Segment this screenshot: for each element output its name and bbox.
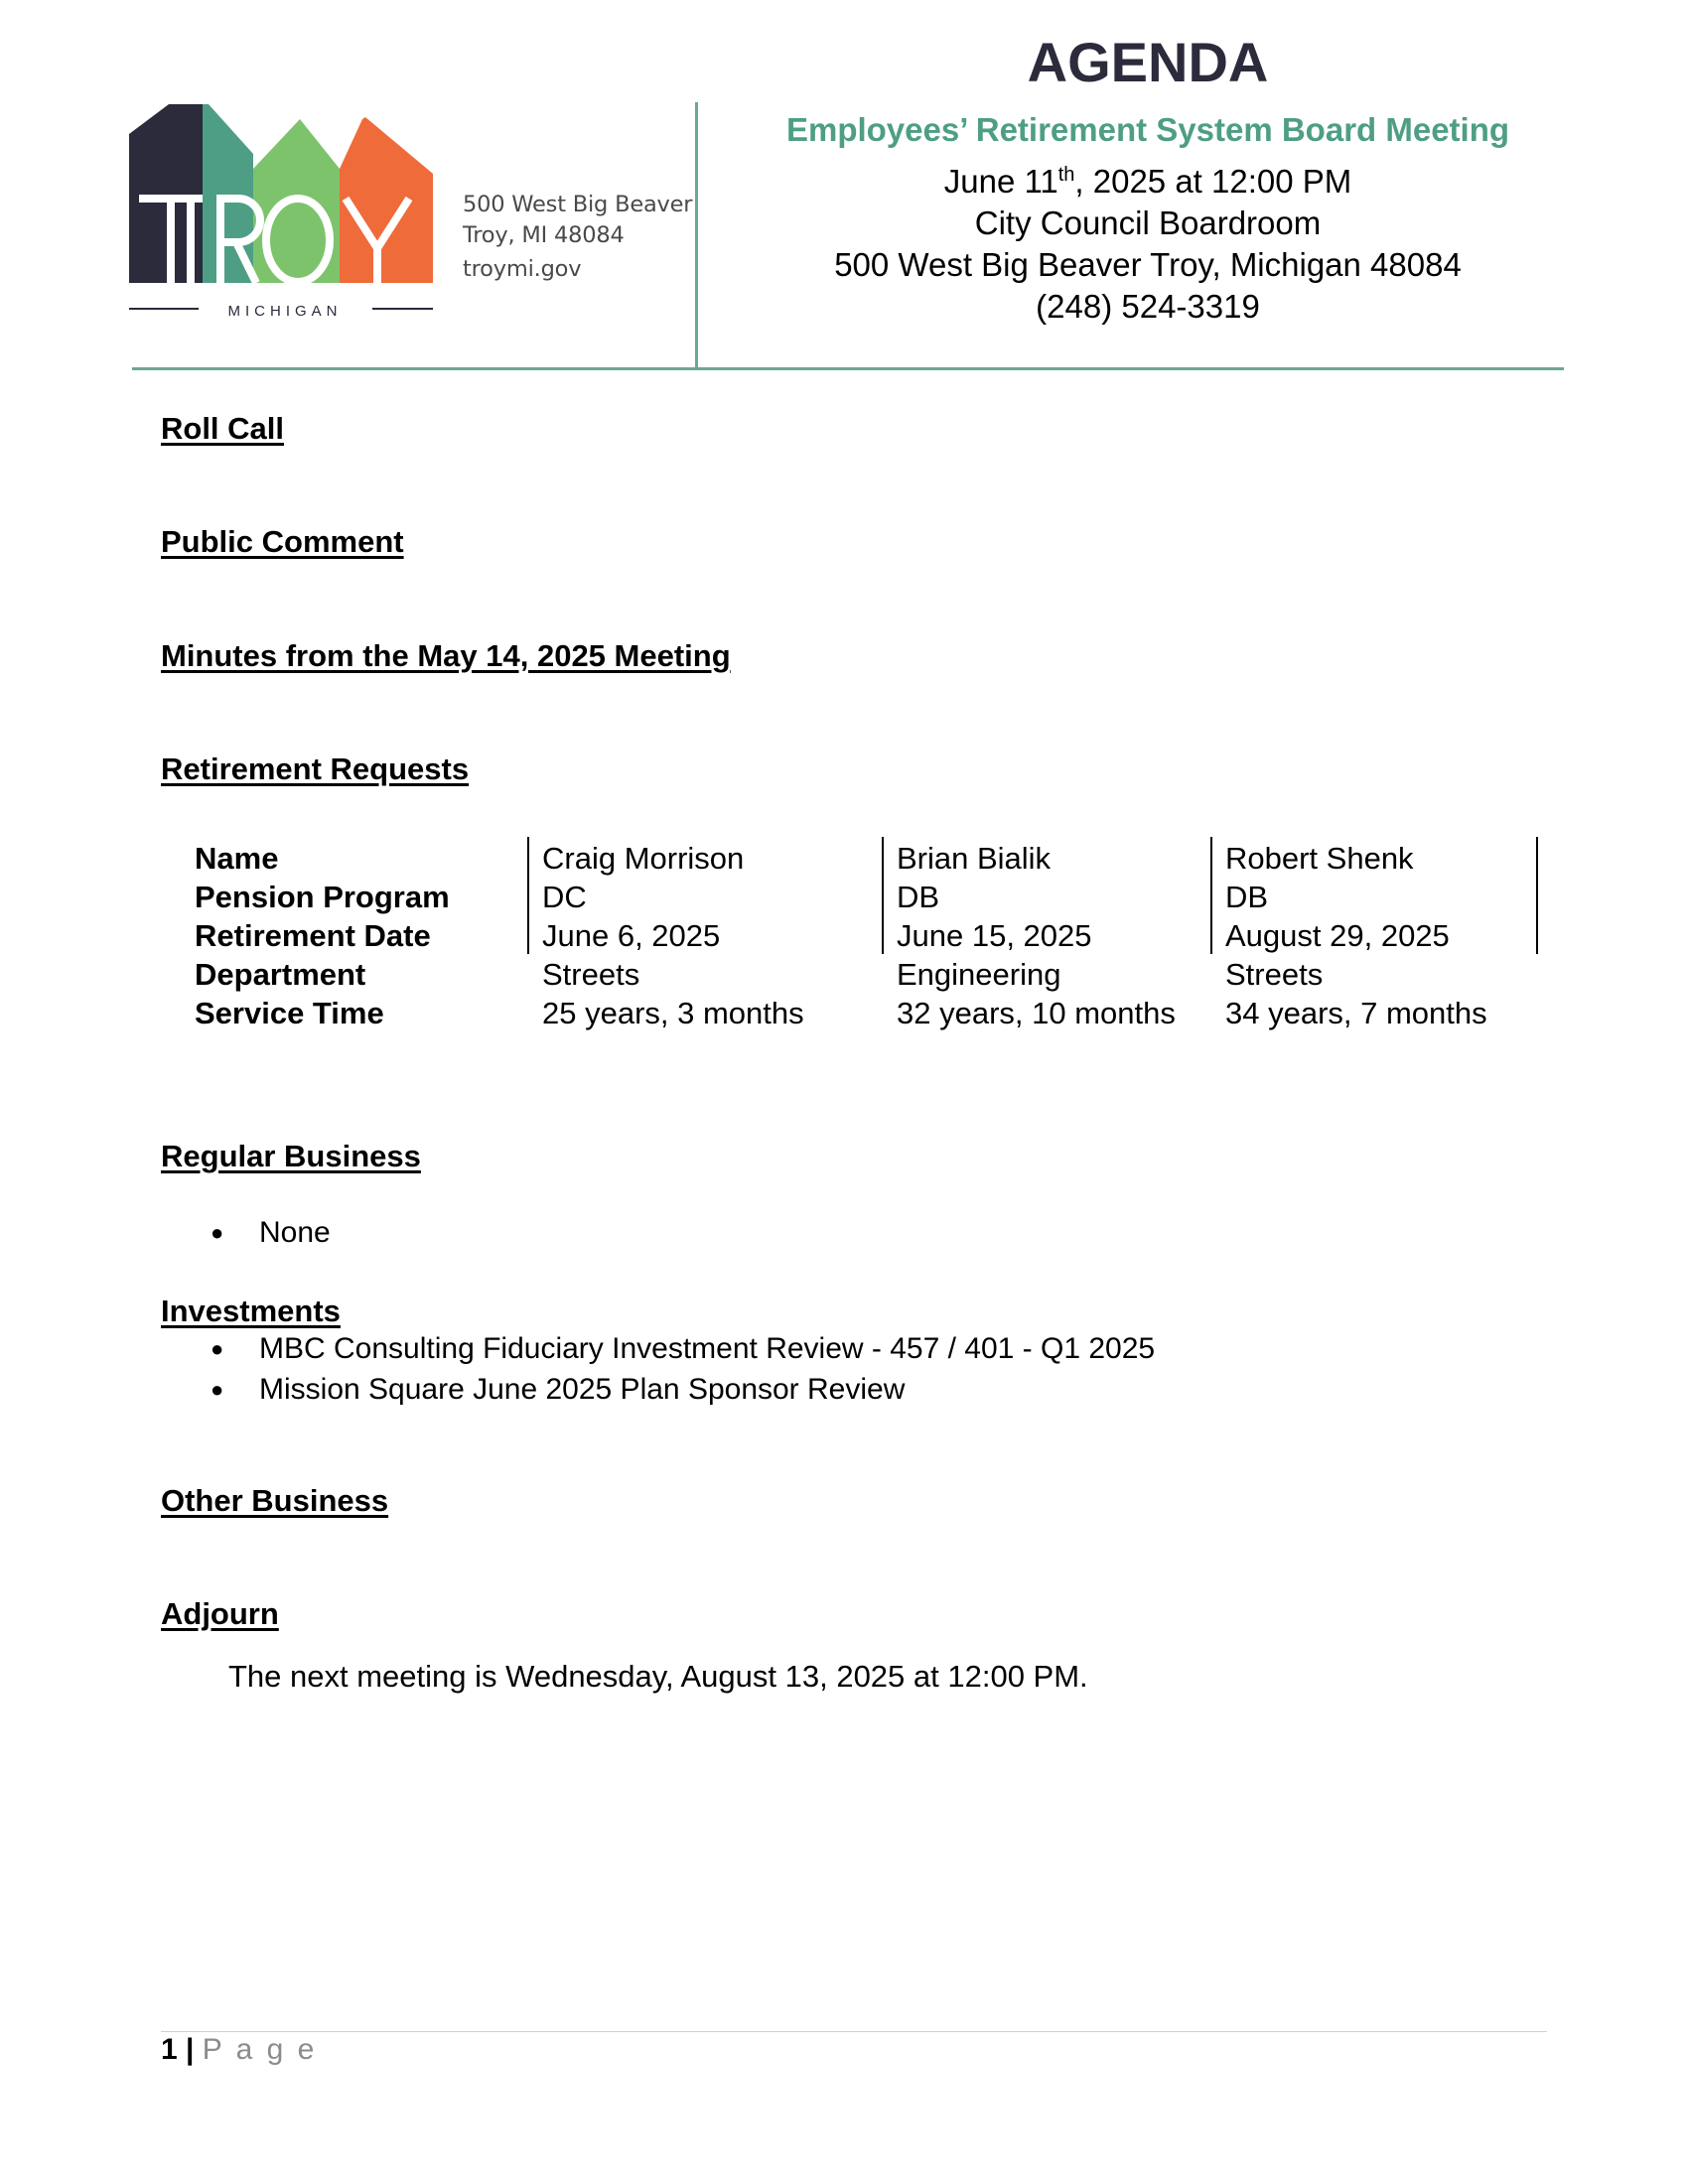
table-label-pension-program: Pension Program: [195, 880, 450, 914]
section-roll-call: Roll Call: [161, 411, 285, 446]
meeting-subtitle: Employees’ Retirement System Board Meeting: [785, 111, 1510, 148]
section-investments: Investments: [161, 1294, 341, 1328]
footer-rule: [161, 2031, 1547, 2032]
meeting-street-address: 500 West Big Beaver Troy, Michigan 48084: [834, 246, 1462, 283]
table-cell: 34 years, 7 months: [1225, 996, 1487, 1030]
table-label-department: Department: [195, 957, 366, 992]
table-cell: 32 years, 10 months: [897, 996, 1176, 1030]
table-cell: August 29, 2025: [1225, 918, 1450, 953]
section-retirement-requests: Retirement Requests: [161, 751, 470, 786]
meeting-location: City Council Boardroom: [974, 205, 1322, 241]
page-number: 1: [161, 2033, 178, 2066]
table-cell: Craig Morrison: [542, 841, 745, 876]
table-column-divider: [1210, 837, 1212, 954]
address-line-1: 500 West Big Beaver: [463, 192, 693, 217]
table-label-retirement-date: Retirement Date: [195, 918, 431, 953]
section-minutes: Minutes from the May 14, 2025 Meeting: [161, 638, 731, 673]
table-label-name: Name: [195, 841, 279, 876]
section-public-comment: Public Comment: [161, 524, 404, 559]
bullet-icon: ●: [211, 1220, 224, 1245]
adjourn-note: The next meeting is Wednesday, August 13, 2025 at 12:00 PM.: [228, 1659, 1088, 1694]
bullet-icon: ●: [211, 1377, 224, 1402]
table-column-divider: [882, 837, 884, 954]
table-cell: Engineering: [897, 957, 1061, 992]
list-item: Mission Square June 2025 Plan Sponsor Review: [259, 1373, 906, 1406]
table-cell: DB: [897, 880, 940, 914]
section-other-business: Other Business: [161, 1483, 389, 1518]
table-label-service-time: Service Time: [195, 996, 384, 1030]
table-cell: DB: [1225, 880, 1269, 914]
troy-michigan-logo: [129, 99, 439, 323]
logo-subtitle: MICHIGAN: [227, 303, 343, 320]
page-footer: [161, 2033, 317, 2067]
header-horizontal-divider: [132, 367, 1564, 370]
address-website: troymi.gov: [463, 256, 582, 282]
address-line-2: Troy, MI 48084: [463, 222, 625, 248]
footer-separator: |: [186, 2033, 195, 2066]
table-cell: June 6, 2025: [542, 918, 721, 953]
table-cell: Robert Shenk: [1225, 841, 1414, 876]
table-cell: June 15, 2025: [897, 918, 1092, 953]
table-cell: 25 years, 3 months: [542, 996, 804, 1030]
table-column-divider: [527, 837, 529, 954]
meeting-phone: (248) 524-3319: [1036, 288, 1260, 325]
table-cell: Streets: [1225, 957, 1324, 992]
table-column-divider: [1536, 837, 1538, 954]
page-label: P a g e: [202, 2033, 318, 2066]
table-cell: DC: [542, 880, 587, 914]
table-cell: Brian Bialik: [897, 841, 1052, 876]
header-vertical-divider: [695, 102, 698, 370]
bullet-icon: ●: [211, 1336, 224, 1361]
list-item: None: [259, 1216, 331, 1249]
meeting-date: June 11th, 2025 at 12:00 PM: [943, 163, 1352, 200]
section-adjourn: Adjourn: [161, 1596, 279, 1631]
list-item: MBC Consulting Fiduciary Investment Review - 457 / 401 - Q1 2025: [259, 1332, 1156, 1365]
page-title: AGENDA: [1027, 31, 1269, 93]
table-cell: Streets: [542, 957, 640, 992]
section-regular-business: Regular Business: [161, 1139, 421, 1173]
